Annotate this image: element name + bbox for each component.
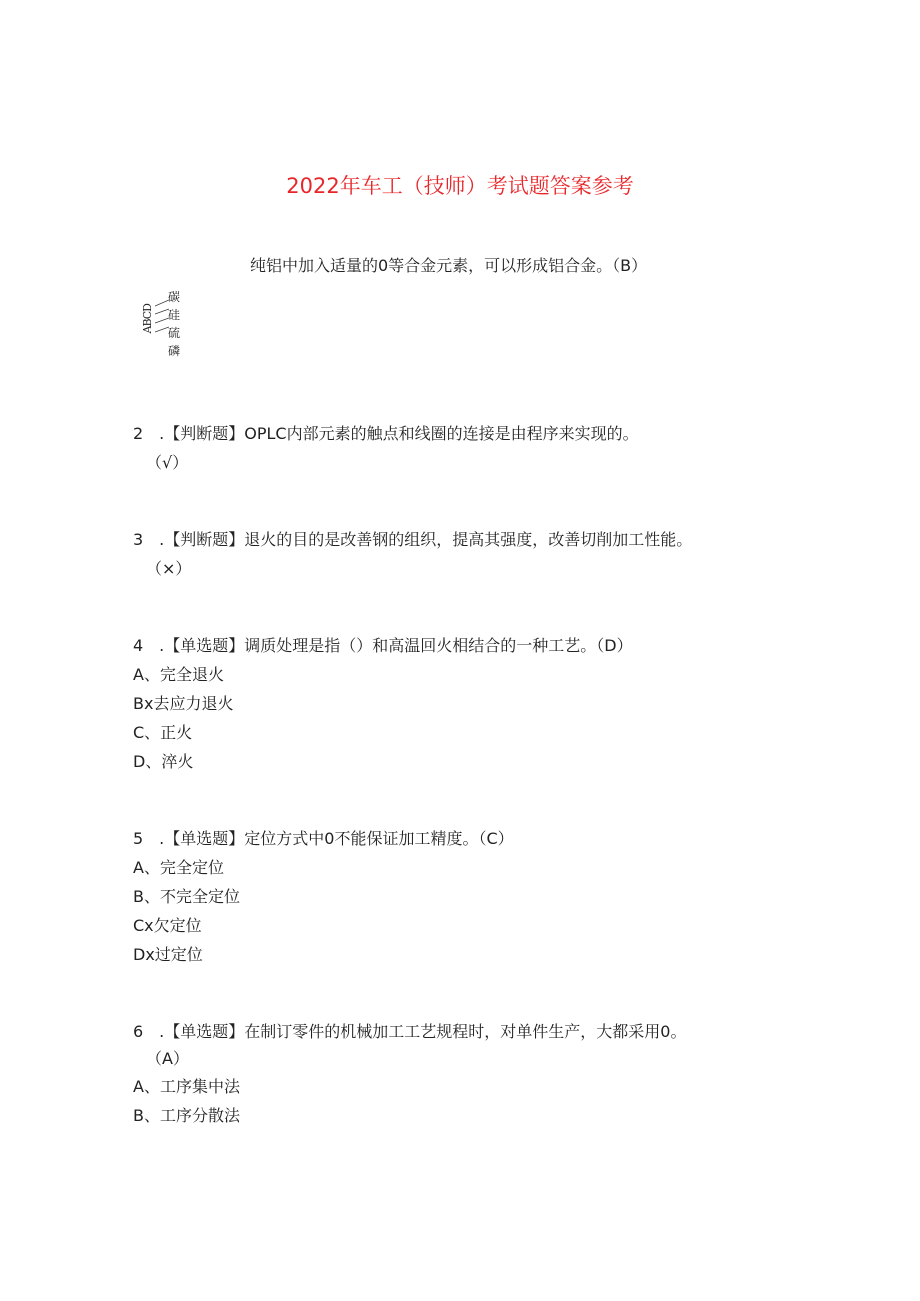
question-1-option: 硫 xyxy=(168,326,181,340)
question-4-option: D、淬火 xyxy=(133,752,194,771)
question-1-option: 磷 xyxy=(168,344,181,358)
question-4-option: Bx去应力退火 xyxy=(133,694,234,713)
question-1-text: 纯铝中加入适量的0等合金元素，可以形成铝合金。（B） xyxy=(250,256,648,275)
question-3-text: 3 .【判断题】退火的目的是改善钢的组织，提高其强度，改善切削加工性能。 xyxy=(133,530,693,549)
question-2-answer: （√） xyxy=(146,453,189,472)
question-6-option: A、工序集中法 xyxy=(133,1077,240,1096)
question-4-option: A、完全退火 xyxy=(133,665,224,684)
question-5-option: Dx过定位 xyxy=(133,945,203,964)
option-connector-lines xyxy=(155,296,169,336)
question-5-option: Cx欠定位 xyxy=(133,916,202,935)
question-1-option: 碳 xyxy=(168,290,181,304)
question-1-option: 硅 xyxy=(168,308,181,322)
document-title: 2022年车工（技师）考试题答案参考 xyxy=(286,174,634,198)
question-4-text: 4 .【单选题】调质处理是指（）和高温回火相结合的一种工艺。（D） xyxy=(133,636,633,655)
question-6-option: B、工序分散法 xyxy=(133,1106,240,1125)
question-1-option-list xyxy=(168,288,180,360)
question-6-text: 6 .【单选题】在制订零件的机械加工工艺规程时，对单件生产，大都采用0。 xyxy=(133,1022,687,1041)
question-5-option: A、完全定位 xyxy=(133,858,224,877)
question-5-text: 5 .【单选题】定位方式中0不能保证加工精度。（C） xyxy=(133,829,514,848)
question-3-answer: （×） xyxy=(146,559,192,578)
question-2-text: 2 .【判断题】OPLC内部元素的触点和线圈的连接是由程序来实现的。 xyxy=(133,424,639,443)
question-4-option: C、正火 xyxy=(133,723,193,742)
question-6-answer: （A） xyxy=(146,1049,189,1068)
question-1-option-letters: ABCD xyxy=(141,304,154,334)
question-5-option: B、不完全定位 xyxy=(133,887,240,906)
